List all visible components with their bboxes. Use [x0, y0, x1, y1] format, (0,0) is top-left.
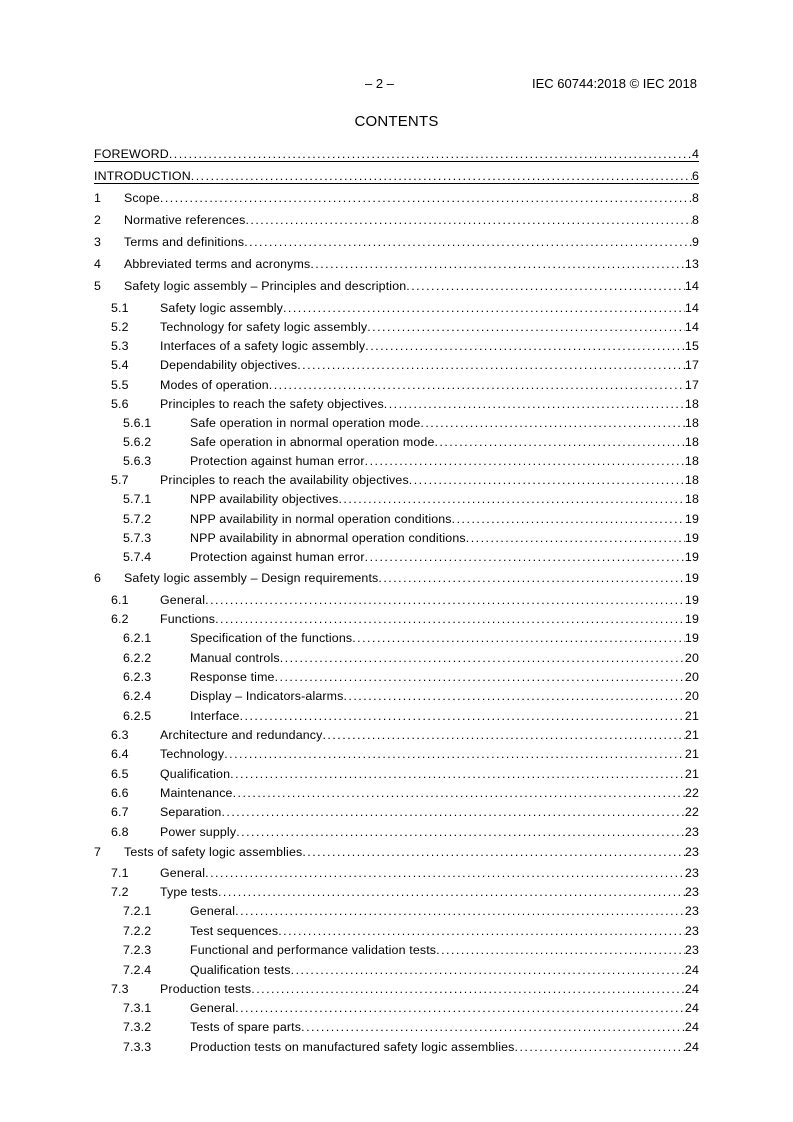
toc-entry-page: 18	[684, 416, 699, 430]
dot-leader	[338, 492, 684, 507]
toc-entry-number: 5.2	[111, 320, 129, 334]
toc-entry-number: 5.1	[111, 301, 129, 315]
dot-leader	[434, 435, 684, 450]
toc-entry-page: 24	[684, 1001, 699, 1015]
toc-entry-page: 22	[684, 805, 699, 819]
toc-entry-page: 13	[684, 257, 699, 271]
dot-leader	[365, 339, 685, 354]
dot-leader	[365, 454, 685, 469]
dot-leader	[378, 571, 685, 586]
toc-entry[interactable]	[94, 394, 699, 412]
toc-entry-number: 6.2.1	[123, 631, 152, 645]
toc-entry-title: NPP availability in abnormal operation conditions	[190, 531, 466, 545]
toc-entry-number: 5	[94, 279, 102, 293]
toc-entry[interactable]	[94, 432, 699, 450]
underline-rule	[94, 183, 699, 184]
toc-entry-title: Production tests	[160, 982, 252, 996]
toc-entry[interactable]	[94, 1037, 699, 1055]
toc-entry-number: 2	[94, 213, 102, 227]
dot-leader	[245, 213, 692, 228]
page-number: – 2 –	[365, 76, 394, 91]
dot-leader	[466, 531, 685, 546]
toc-entry-page: 4	[691, 147, 699, 161]
toc-entry[interactable]	[94, 188, 699, 206]
toc-entry-title: Tests of safety logic assemblies	[124, 845, 303, 859]
dot-leader	[236, 825, 685, 840]
toc-entry-title: Interface	[190, 709, 240, 723]
toc-entry-page: 18	[684, 473, 699, 487]
toc-entry-number: 6.8	[111, 825, 129, 839]
toc-entry-number: 6	[94, 571, 102, 585]
toc-entry-title: Functions	[160, 612, 216, 626]
toc-entry[interactable]	[94, 413, 699, 431]
toc-entry-title: Safety logic assembly – Principles and description	[124, 279, 407, 293]
toc-entry-title: Protection against human error	[190, 550, 365, 564]
toc-entry[interactable]	[94, 882, 699, 900]
toc-entry[interactable]	[94, 254, 699, 272]
dot-leader	[169, 147, 692, 162]
toc-entry-title: Technology for safety logic assembly	[160, 320, 368, 334]
toc-entry-number: 1	[94, 191, 102, 205]
toc-entry-number: 6.2.5	[123, 709, 152, 723]
toc-entry[interactable]	[94, 822, 699, 840]
toc-entry[interactable]	[94, 355, 699, 373]
toc-entry-page: 18	[684, 454, 699, 468]
toc-entry[interactable]	[94, 979, 699, 997]
document-reference: IEC 60744:2018 © IEC 2018	[532, 76, 697, 91]
dot-leader	[233, 786, 685, 801]
toc-entry-title: General	[190, 1001, 236, 1015]
toc-entry-page: 21	[684, 709, 699, 723]
toc-entry[interactable]	[94, 1017, 699, 1035]
toc-entry-page: 21	[684, 728, 699, 742]
toc-entry-title: Manual controls	[190, 651, 280, 665]
toc-entry-title: Maintenance	[160, 786, 233, 800]
toc-entry-number: 5.7	[111, 473, 129, 487]
toc-entry-page: 24	[684, 1020, 699, 1034]
toc-entry-number: 7.1	[111, 866, 129, 880]
toc-entry[interactable]	[94, 706, 699, 724]
toc-entry-number: 6.4	[111, 747, 129, 761]
dot-leader	[215, 612, 685, 627]
toc-entry-number: 5.4	[111, 358, 129, 372]
toc-entry-title: Separation	[160, 805, 222, 819]
toc-entry[interactable]	[94, 509, 699, 527]
toc-entry-title: General	[160, 866, 206, 880]
toc-entry-page: 19	[684, 631, 699, 645]
toc-entry-page: 19	[684, 550, 699, 564]
toc-entry[interactable]	[94, 725, 699, 743]
toc-entry-title: Protection against human error	[190, 454, 365, 468]
toc-entry-title: Test sequences	[190, 924, 279, 938]
dot-leader	[230, 767, 685, 782]
toc-entry-page: 15	[684, 339, 699, 353]
toc-entry-title: Safe operation in abnormal operation mode	[190, 435, 435, 449]
toc-entry[interactable]	[94, 470, 699, 488]
toc-entry-title: General	[190, 904, 236, 918]
underline-rule	[94, 161, 699, 162]
toc-entry[interactable]	[94, 764, 699, 782]
toc-entry[interactable]	[94, 336, 699, 354]
toc-entry-number: 7.2.2	[123, 924, 152, 938]
dot-leader	[235, 1001, 685, 1016]
toc-entry[interactable]	[94, 628, 699, 646]
dot-leader	[365, 550, 685, 565]
toc-entry-number: 5.7.1	[123, 492, 152, 506]
toc-entry[interactable]	[94, 998, 699, 1016]
toc-entry-title: General	[160, 593, 206, 607]
toc-entry[interactable]	[94, 960, 699, 978]
toc-entry-number: 7.2.4	[123, 963, 152, 977]
toc-entry[interactable]	[94, 568, 699, 586]
toc-entry-number: 6.3	[111, 728, 129, 742]
toc-entry-title: Terms and definitions	[124, 235, 245, 249]
toc-entry-page: 18	[684, 435, 699, 449]
toc-entry[interactable]	[94, 863, 699, 881]
toc-entry-title: Safety logic assembly	[160, 301, 283, 315]
toc-entry-number: 4	[94, 257, 102, 271]
toc-entry-number: 7.3.1	[123, 1001, 152, 1015]
dot-leader	[218, 885, 685, 900]
toc-entry-number: 5.7.4	[123, 550, 152, 564]
toc-entry-number: 5.6.1	[123, 416, 152, 430]
toc-entry-number: 7.2.3	[123, 943, 152, 957]
toc-entry-title: Safe operation in normal operation mode	[190, 416, 421, 430]
dot-leader	[278, 924, 685, 939]
toc-entry-number: 5.7.3	[123, 531, 152, 545]
toc-entry[interactable]	[94, 528, 699, 546]
toc-entry-page: 19	[684, 593, 699, 607]
toc-entry-title: Normative references	[124, 213, 246, 227]
toc-entry[interactable]	[94, 744, 699, 762]
toc-entry[interactable]	[94, 940, 699, 958]
dot-leader	[343, 689, 684, 704]
toc-entry-number: 5.5	[111, 378, 129, 392]
dot-leader	[244, 235, 692, 250]
toc-entry[interactable]	[94, 921, 699, 939]
dot-leader	[240, 709, 685, 724]
dot-leader	[452, 512, 685, 527]
toc-entry-title: Response time	[190, 670, 275, 684]
toc-entry[interactable]	[94, 802, 699, 820]
toc-entry-page: 8	[691, 191, 699, 205]
toc-entry-title: Production tests on manufactured safety logic assemblies	[190, 1040, 515, 1054]
toc-entry-title: NPP availability objectives	[190, 492, 339, 506]
toc-entry-title: Dependability objectives	[160, 358, 298, 372]
toc-entry-title: Qualification	[160, 767, 231, 781]
toc-entry-title: Principles to reach the safety objectives	[160, 397, 384, 411]
toc-entry-number: 6.2	[111, 612, 129, 626]
dot-leader	[302, 845, 685, 860]
toc-entry-number: 6.5	[111, 767, 129, 781]
toc-entry[interactable]	[94, 842, 699, 860]
toc-entry[interactable]	[94, 317, 699, 335]
toc-entry-page: 19	[684, 531, 699, 545]
toc-entry-title: NPP availability in normal operation conditions	[190, 512, 452, 526]
toc-entry-number: 7.3	[111, 982, 129, 996]
dot-leader	[221, 805, 684, 820]
toc-entry[interactable]	[94, 547, 699, 565]
dot-leader	[160, 191, 692, 206]
dot-leader	[310, 257, 685, 272]
toc-entry[interactable]	[94, 489, 699, 507]
dot-leader	[191, 169, 692, 184]
toc-entry-number: 7.3.2	[123, 1020, 152, 1034]
toc-entry-page: 18	[684, 397, 699, 411]
toc-entry-title: Technology	[160, 747, 225, 761]
toc-entry-number: 7.2	[111, 885, 129, 899]
toc-entry-number: 7.2.1	[123, 904, 152, 918]
toc-entry[interactable]	[94, 451, 699, 469]
dot-leader	[235, 904, 685, 919]
toc-entry-number: 6.2.2	[123, 651, 152, 665]
toc-entry-page: 23	[684, 924, 699, 938]
dot-leader	[436, 943, 685, 958]
toc-entry[interactable]	[94, 276, 699, 294]
toc-entry[interactable]	[94, 232, 699, 250]
toc-entry-page: 19	[684, 571, 699, 585]
toc-entry-number: 6.2.3	[123, 670, 152, 684]
toc-entry-title: FOREWORD	[94, 147, 169, 161]
toc-entry[interactable]	[94, 298, 699, 316]
toc-entry-page: 21	[684, 747, 699, 761]
dot-leader	[275, 670, 685, 685]
toc-entry[interactable]	[94, 590, 699, 608]
toc-entry-title: Interfaces of a safety logic assembly	[160, 339, 366, 353]
toc-entry-number: 3	[94, 235, 102, 249]
toc-entry-page: 14	[684, 279, 699, 293]
dot-leader	[280, 651, 685, 666]
toc-entry-page: 20	[684, 689, 699, 703]
dot-leader	[205, 593, 685, 608]
toc-entry[interactable]	[94, 375, 699, 393]
toc-entry-number: 6.1	[111, 593, 129, 607]
toc-entry-title: Tests of spare parts	[190, 1020, 302, 1034]
toc-entry-number: 6.6	[111, 786, 129, 800]
toc-entry-page: 18	[684, 492, 699, 506]
toc-entry-title: Principles to reach the availability objectives	[160, 473, 409, 487]
toc-entry-page: 8	[691, 213, 699, 227]
toc-entry-page: 23	[684, 866, 699, 880]
toc-entry-number: 6.2.4	[123, 689, 152, 703]
toc-entry[interactable]	[94, 144, 699, 162]
toc-entry-title: Architecture and redundancy	[160, 728, 323, 742]
toc-entry-title: Safety logic assembly – Design requirements	[124, 571, 379, 585]
toc-entry-page: 24	[684, 1040, 699, 1054]
toc-entry-number: 7	[94, 845, 102, 859]
page-title: CONTENTS	[354, 113, 439, 130]
dot-leader	[297, 358, 685, 373]
dot-leader	[291, 963, 685, 978]
toc-entry-page: 21	[684, 767, 699, 781]
toc-entry[interactable]	[94, 901, 699, 919]
toc-entry-title: Scope	[124, 191, 160, 205]
dot-leader	[283, 301, 685, 316]
dot-leader	[409, 473, 685, 488]
dot-leader	[251, 982, 685, 997]
dot-leader	[352, 631, 685, 646]
toc-entry[interactable]	[94, 648, 699, 666]
dot-leader	[205, 866, 685, 881]
toc-entry-number: 5.6.2	[123, 435, 152, 449]
dot-leader	[384, 397, 685, 412]
toc-entry-number: 5.6	[111, 397, 129, 411]
toc-entry-number: 5.3	[111, 339, 129, 353]
toc-entry-page: 22	[684, 786, 699, 800]
toc-entry[interactable]	[94, 667, 699, 685]
toc-entry-number: 5.7.2	[123, 512, 152, 526]
dot-leader	[269, 378, 685, 393]
toc-entry-page: 14	[684, 301, 699, 315]
toc-entry-page: 17	[684, 358, 699, 372]
toc-entry-page: 20	[684, 651, 699, 665]
toc-entry[interactable]	[94, 210, 699, 228]
toc-entry-title: Abbreviated terms and acronyms	[124, 257, 311, 271]
toc-entry-title: Type tests	[160, 885, 218, 899]
toc-entry-title: Qualification tests	[190, 963, 291, 977]
toc-entry-title: Display – Indicators-alarms	[190, 689, 344, 703]
toc-entry[interactable]	[94, 783, 699, 801]
toc-entry-number: 6.7	[111, 805, 129, 819]
toc-entry-page: 23	[684, 885, 699, 899]
toc-entry-title: Functional and performance validation tests	[190, 943, 437, 957]
toc-entry-page: 23	[684, 845, 699, 859]
dot-leader	[515, 1040, 685, 1055]
dot-leader	[420, 416, 685, 431]
dot-leader	[224, 747, 685, 762]
toc-entry-title: Specification of the functions	[190, 631, 353, 645]
toc-entry-page: 23	[684, 825, 699, 839]
toc-entry-page: 24	[684, 982, 699, 996]
dot-leader	[406, 279, 685, 294]
toc-entry-page: 14	[684, 320, 699, 334]
toc-entry-page: 17	[684, 378, 699, 392]
dot-leader	[367, 320, 685, 335]
toc-entry-page: 19	[684, 512, 699, 526]
toc-entry[interactable]	[94, 166, 699, 184]
toc-entry-page: 9	[691, 235, 699, 249]
toc-entry-page: 23	[684, 943, 699, 957]
toc-entry[interactable]	[94, 609, 699, 627]
dot-leader	[301, 1020, 685, 1035]
toc-entry-title: INTRODUCTION	[94, 169, 191, 183]
toc-entry-page: 23	[684, 904, 699, 918]
toc-entry-title: Power supply	[160, 825, 237, 839]
toc-entry-number: 7.3.3	[123, 1040, 152, 1054]
toc-entry[interactable]	[94, 686, 699, 704]
toc-entry-title: Modes of operation	[160, 378, 269, 392]
toc-entry-page: 24	[684, 963, 699, 977]
toc-entry-page: 19	[684, 612, 699, 626]
toc-entry-page: 6	[691, 169, 699, 183]
toc-entry-number: 5.6.3	[123, 454, 152, 468]
toc-entry-page: 20	[684, 670, 699, 684]
dot-leader	[322, 728, 684, 743]
